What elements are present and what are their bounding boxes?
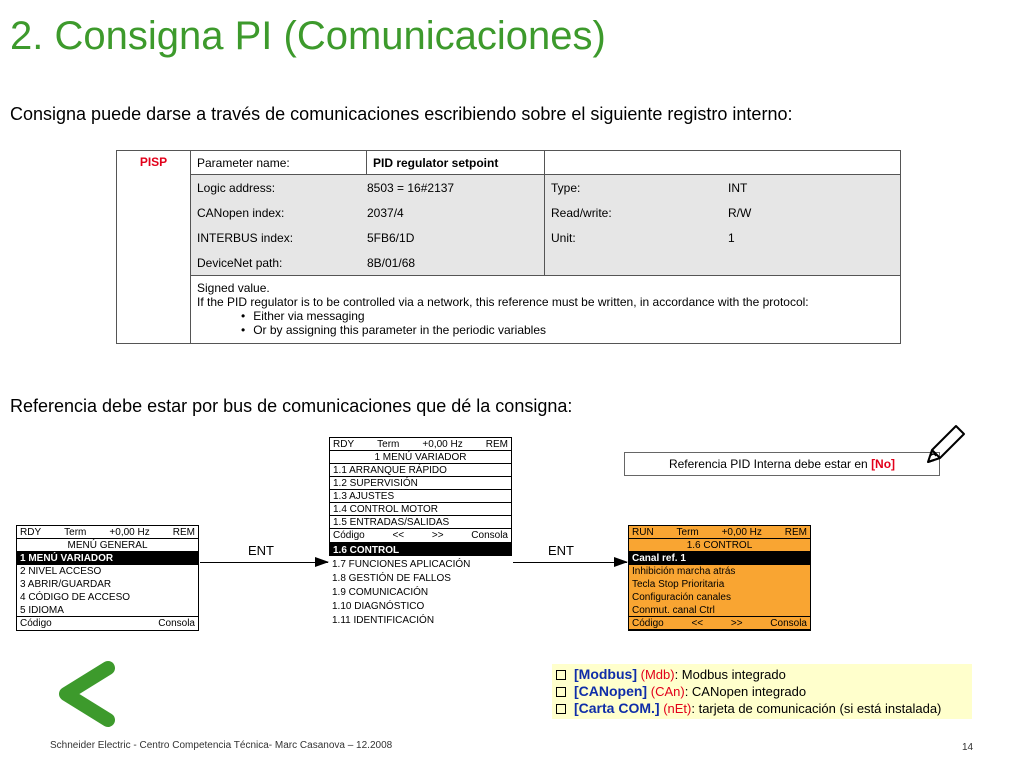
page-number: 14 (962, 742, 974, 753)
note-highlight: [No] (871, 457, 896, 471)
address-list (197, 175, 538, 275)
lcd-drive-menu (329, 437, 512, 628)
lcd-status-bar: RDY Term +0,00 Hz REM (330, 438, 511, 451)
protocol-bullets (241, 309, 894, 337)
lcd-menu-item[interactable]: 1.9 COMUNICACIÓN (332, 587, 429, 598)
attribute-list (551, 175, 894, 250)
slide-title: 2. Consigna PI (Comunicaciones) (10, 14, 606, 58)
address-row: INTERBUS index: 5FB6/1D (197, 230, 415, 245)
param-name-label: Parameter name: (191, 151, 367, 175)
lcd-prev-key[interactable]: << (691, 618, 704, 629)
checkbox-icon (556, 687, 566, 697)
parameter-table (116, 150, 901, 344)
arrow-right-icon (513, 562, 627, 563)
pid-reference-note: Referencia PID Interna debe estar en [No] (624, 452, 940, 476)
lcd-menu-item[interactable]: Inhibición marcha atrás (632, 566, 736, 577)
bullet-item: • Or by assigning this parameter in the periodic variables (241, 323, 894, 337)
lcd-prev-key[interactable]: << (392, 530, 405, 541)
lcd-next-key[interactable]: >> (730, 618, 743, 629)
attribute-row: Unit: 1 (551, 230, 735, 245)
lcd-menu-item-control[interactable]: 1.6 CONTROL (329, 543, 512, 556)
lcd-footer (330, 529, 511, 542)
lcd-status-bar: RDY Term +0,00 Hz REM (17, 526, 198, 539)
lcd-menu-title: 1.6 CONTROL (629, 539, 810, 552)
reference-heading: Referencia debe estar por bus de comunicaciones que dé la consigna: (10, 396, 573, 416)
lcd-code-key[interactable]: Código (632, 618, 664, 629)
address-row: Logic address: 8503 = 16#2137 (197, 180, 455, 195)
lcd-menu-item[interactable]: Configuración canales (632, 592, 731, 603)
channel-options (552, 664, 972, 719)
lcd-control-menu (628, 525, 811, 631)
lcd-menu-item[interactable]: 1.11 IDENTIFICACIÓN (332, 615, 435, 626)
parameter-description: Signed value. If the PID regulator is to be controlled via a network, this reference must be written, in accordance with the protocol: • Either via messaging • Or by assigning this parameter in the periodic variables (191, 276, 901, 344)
address-row: DeviceNet path: 8B/01/68 (197, 255, 416, 270)
lcd-console-key[interactable]: Consola (471, 530, 508, 541)
bullet-item: • Either via messaging (241, 309, 894, 323)
lcd-menu-title: MENÚ GENERAL (17, 539, 198, 552)
attribute-row: Read/write: R/W (551, 205, 752, 220)
checkbox-icon (556, 670, 566, 680)
lcd-menu-item[interactable]: 2 NIVEL ACCESO (20, 566, 102, 577)
footer-credit: Schneider Electric - Centro Competencia Técnica- Marc Casanova – 12.2008 (50, 740, 393, 751)
option-modbus[interactable]: [Modbus] (Mdb): Modbus integrado (556, 666, 972, 683)
lcd-menu-item[interactable]: 1.7 FUNCIONES APLICACIÓN (332, 559, 471, 570)
lcd-general-menu (16, 525, 199, 631)
lcd-footer (629, 617, 810, 630)
lcd-menu-item[interactable]: 1.8 GESTIÓN DE FALLOS (332, 573, 451, 584)
lcd-code-key[interactable]: Código (333, 530, 365, 541)
lcd-menu-item[interactable]: Conmut. canal Ctrl (629, 604, 810, 617)
ent-label: ENT (548, 543, 574, 558)
lcd-status-bar: RUN Term +0,00 Hz REM (629, 526, 810, 539)
lcd-footer (17, 617, 198, 630)
lcd-menu-title: 1 MENÚ VARIADOR (330, 451, 511, 464)
lcd-menu-item[interactable]: 3 ABRIR/GUARDAR (20, 579, 112, 590)
option-canopen[interactable]: [CANopen] (CAn): CANopen integrado (556, 683, 972, 700)
lcd-menu-item[interactable]: 4 CÓDIGO DE ACCESO (20, 592, 131, 603)
lcd-menu-item[interactable]: 1.4 CONTROL MOTOR (330, 503, 511, 516)
chevron-left-icon[interactable] (50, 660, 120, 730)
lcd-menu-item-ref-channel[interactable]: Canal ref. 1 (629, 552, 810, 565)
lcd-menu-item[interactable]: 1.10 DIAGNÓSTICO (332, 601, 425, 612)
lcd-menu-item[interactable]: 1.5 ENTRADAS/SALIDAS (330, 516, 511, 529)
lcd-next-key[interactable]: >> (431, 530, 444, 541)
lcd-console-key[interactable]: Consola (158, 618, 195, 629)
option-com-card[interactable]: [Carta COM.] (nEt): tarjeta de comunicación (si está instalada) (556, 700, 972, 717)
intro-text: Consigna puede darse a través de comunicaciones escribiendo sobre el siguiente registro interno: (10, 104, 793, 124)
attribute-row: Type: INT (551, 180, 748, 195)
lcd-menu-item[interactable]: 1.3 AJUSTES (330, 490, 511, 503)
param-name-value: PID regulator setpoint (367, 151, 545, 175)
arrow-right-icon (200, 562, 328, 563)
pencil-icon (922, 422, 968, 466)
lcd-menu-item[interactable]: 1.1 ARRANQUE RÁPIDO (330, 464, 511, 477)
lcd-code-key[interactable]: Código (20, 618, 52, 629)
lcd-menu-item[interactable]: Tecla Stop Prioritaria (632, 579, 725, 590)
checkbox-icon (556, 704, 566, 714)
lcd-console-key[interactable]: Consola (770, 618, 807, 629)
ent-label: ENT (248, 543, 274, 558)
parameter-code: PISP (117, 151, 191, 344)
address-row: CANopen index: 2037/4 (197, 205, 404, 220)
lcd-menu-item[interactable]: 5 IDIOMA (17, 604, 198, 617)
lcd-menu-item-drive[interactable]: 1 MENÚ VARIADOR (17, 552, 198, 565)
lcd-menu-item[interactable]: 1.2 SUPERVISIÓN (330, 477, 511, 490)
